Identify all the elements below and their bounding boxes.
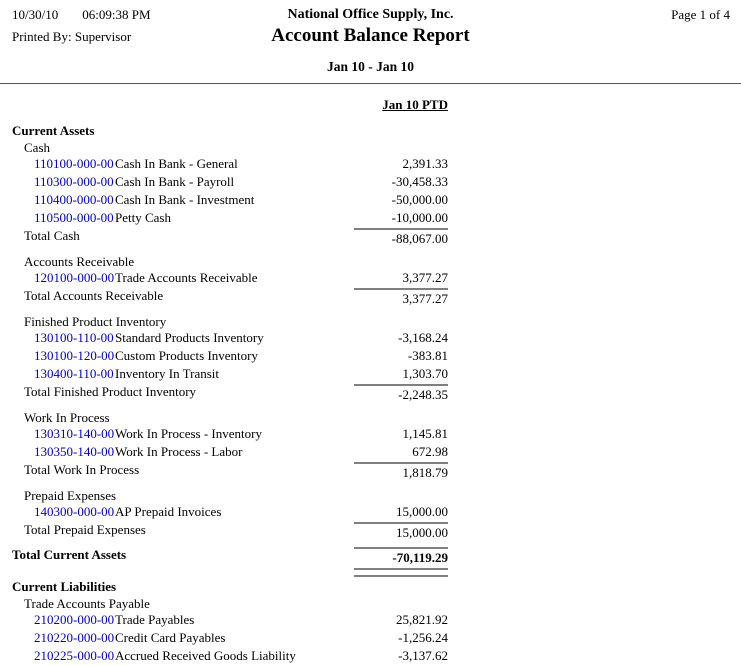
account-amount: -10,000.00 xyxy=(391,210,448,225)
account-row xyxy=(0,156,741,174)
print-time: 06:09:38 PM xyxy=(82,7,151,22)
total-row xyxy=(0,228,741,248)
subsection-label: Prepaid Expenses xyxy=(24,488,117,503)
account-amount: -1,256.24 xyxy=(398,630,448,645)
company-name: National Office Supply, Inc. xyxy=(287,7,454,22)
account-number-link[interactable]: 110400-000-00 xyxy=(34,192,114,207)
account-description: Cash In Bank - General xyxy=(115,156,238,171)
account-row xyxy=(0,210,741,228)
account-amount: -30,458.33 xyxy=(391,174,448,189)
total-label: Total Finished Product Inventory xyxy=(24,384,197,399)
account-number-link[interactable]: 210220-000-00 xyxy=(34,630,115,645)
total-label: Total Work In Process xyxy=(24,462,140,477)
account-description: Accrued Received Goods Liability xyxy=(115,648,296,663)
account-description: Petty Cash xyxy=(115,210,171,225)
account-row xyxy=(0,192,741,210)
total-row xyxy=(0,384,741,404)
header-center xyxy=(0,7,741,47)
account-number-link[interactable]: 110100-000-00 xyxy=(34,156,114,171)
printed-by: Printed By: Supervisor xyxy=(12,29,132,44)
total-amount: 3,377.27 xyxy=(354,288,448,307)
account-number-link[interactable]: 110300-000-00 xyxy=(34,174,114,189)
account-row xyxy=(0,444,741,462)
account-amount: 15,000.00 xyxy=(396,504,448,519)
subsection-label: Work In Process xyxy=(24,410,110,425)
account-amount: -3,168.24 xyxy=(398,330,448,345)
account-description: Credit Card Payables xyxy=(115,630,226,645)
section-label: Current Liabilities xyxy=(12,579,117,594)
account-description: Trade Accounts Receivable xyxy=(115,270,258,285)
account-number-link[interactable]: 110500-000-00 xyxy=(34,210,114,225)
subsection-label: Trade Accounts Payable xyxy=(24,596,150,611)
account-description: Trade Payables xyxy=(115,612,195,627)
account-row xyxy=(0,426,741,444)
total-row xyxy=(0,288,741,308)
account-amount: 2,391.33 xyxy=(402,156,448,171)
account-row xyxy=(0,366,741,384)
subsection-header-row xyxy=(0,596,741,612)
total-label: Total Cash xyxy=(24,228,80,243)
section-label: Current Assets xyxy=(12,123,95,138)
account-amount: -3,137.62 xyxy=(398,648,448,663)
account-amount: 25,821.92 xyxy=(396,612,448,627)
double-underline xyxy=(354,568,448,577)
account-description: Work In Process - Inventory xyxy=(115,426,262,441)
subsection-header-row xyxy=(0,140,741,156)
page-indicator: Page 1 of 4 xyxy=(671,7,730,22)
subsection-header-row xyxy=(0,410,741,426)
total-label: Total Accounts Receivable xyxy=(24,288,164,303)
total-amount: -2,248.35 xyxy=(354,384,448,403)
account-description: Custom Products Inventory xyxy=(115,348,258,363)
total-row xyxy=(0,462,741,482)
account-row xyxy=(0,630,741,648)
total-amount: 1,818.79 xyxy=(354,462,448,481)
account-row xyxy=(0,612,741,630)
subsection-header-row xyxy=(0,314,741,330)
total-label: Total Prepaid Expenses xyxy=(24,522,146,537)
section-header-row xyxy=(0,579,741,596)
amount-column-header: Jan 10 PTD xyxy=(382,97,448,112)
column-header-row xyxy=(0,97,448,112)
total-amount: 15,000.00 xyxy=(354,522,448,541)
account-row xyxy=(0,330,741,348)
subsection-label: Cash xyxy=(24,140,50,155)
account-description: Cash In Bank - Payroll xyxy=(115,174,235,189)
grand-total-row xyxy=(0,547,741,573)
account-amount: 1,303.70 xyxy=(402,366,448,381)
account-number-link[interactable]: 130350-140-00 xyxy=(34,444,115,459)
account-number-link[interactable]: 130100-120-00 xyxy=(34,348,115,363)
section-header-row xyxy=(0,123,741,140)
account-number-link[interactable]: 120100-000-00 xyxy=(34,270,115,285)
report-body xyxy=(0,123,741,666)
subsection-header-row xyxy=(0,254,741,270)
header-divider xyxy=(0,83,741,84)
print-date: 10/30/10 xyxy=(12,7,59,22)
account-number-link[interactable]: 130400-110-00 xyxy=(34,366,114,381)
account-number-link[interactable]: 210225-000-00 xyxy=(34,648,115,663)
account-description: Cash In Bank - Investment xyxy=(115,192,255,207)
account-number-link[interactable]: 130310-140-00 xyxy=(34,426,115,441)
account-row xyxy=(0,348,741,366)
account-amount: 672.98 xyxy=(412,444,448,459)
account-amount: 1,145.81 xyxy=(402,426,448,441)
account-number-link[interactable]: 210200-000-00 xyxy=(34,612,115,627)
account-number-link[interactable]: 130100-110-00 xyxy=(34,330,114,345)
subsection-label: Finished Product Inventory xyxy=(24,314,167,329)
subsection-label: Accounts Receivable xyxy=(24,254,135,269)
grand-total-amount: -70,119.29 xyxy=(354,547,448,566)
grand-total-label: Total Current Assets xyxy=(12,547,127,562)
report-period: Jan 10 - Jan 10 xyxy=(326,59,414,74)
report-title: Account Balance Report xyxy=(271,25,470,46)
account-amount: -383.81 xyxy=(407,348,448,363)
account-description: Standard Products Inventory xyxy=(115,330,264,345)
subsection-header-row xyxy=(0,488,741,504)
total-amount: -88,067.00 xyxy=(354,228,448,247)
account-row xyxy=(0,270,741,288)
account-description: Inventory In Transit xyxy=(115,366,219,381)
account-row xyxy=(0,648,741,666)
total-row xyxy=(0,522,741,542)
account-amount: -50,000.00 xyxy=(391,192,448,207)
account-amount: 3,377.27 xyxy=(402,270,448,285)
account-row xyxy=(0,174,741,192)
account-number-link[interactable]: 140300-000-00 xyxy=(34,504,115,519)
account-description: AP Prepaid Invoices xyxy=(115,504,222,519)
report-header xyxy=(0,0,741,52)
account-description: Work In Process - Labor xyxy=(115,444,243,459)
account-row xyxy=(0,504,741,522)
